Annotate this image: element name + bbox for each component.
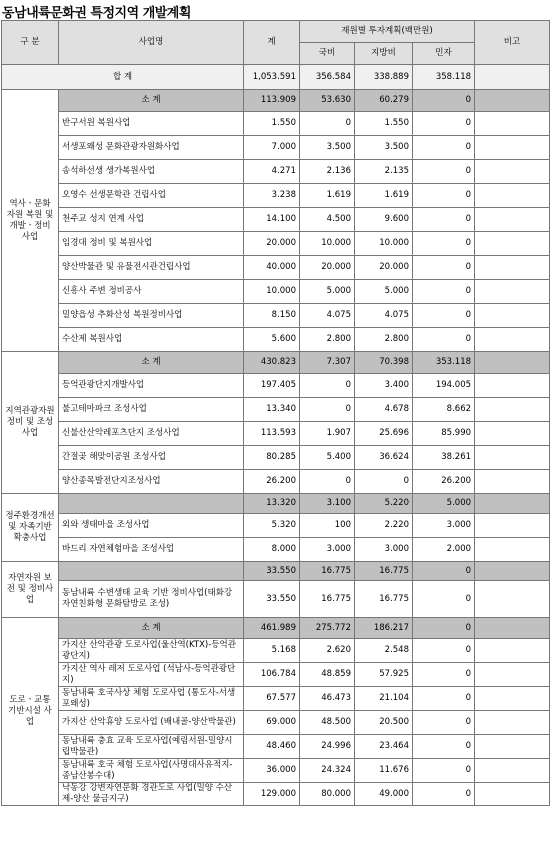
row-private: 0 [413,256,475,280]
table-row [2,398,550,422]
subtotal-private: 0 [413,90,475,112]
project-name: 서생포왜성 문화관광자원화사업 [59,136,244,160]
row-local: 49.000 [355,783,413,806]
table-row [2,232,550,256]
row-total: 8.000 [244,538,300,562]
row-local: 2.548 [355,639,413,663]
row-local: 3.500 [355,136,413,160]
row-total: 10.000 [244,280,300,304]
row-private: 0 [413,136,475,160]
row-national: 3.500 [300,136,355,160]
row-total: 80.285 [244,446,300,470]
project-name: 등억관광단지개발사업 [59,374,244,398]
row-local: 5.000 [355,280,413,304]
row-local: 1.550 [355,112,413,136]
row-national: 24.324 [300,759,355,783]
row-local: 2.220 [355,514,413,538]
row-local: 25.696 [355,422,413,446]
subtotal-row [2,90,550,112]
row-private: 2.000 [413,538,475,562]
row-private: 0 [413,639,475,663]
row-remarks [475,446,550,470]
row-private: 85.990 [413,422,475,446]
project-name: 낙동강 강변자연문화 경관도로 사업(밀양 수산제-양산 물금지구) [59,783,244,806]
row-total: 40.000 [244,256,300,280]
page-title: 동남내륙문화권 특정지역 개발계획 [2,6,191,21]
row-total: 5.320 [244,514,300,538]
row-private: 0 [413,280,475,304]
subtotal-label [59,562,244,581]
project-name: 양산종목발전단지조성사업 [59,470,244,494]
subtotal-national: 53.630 [300,90,355,112]
row-remarks [475,711,550,735]
row-private: 3.000 [413,514,475,538]
row-total: 67.577 [244,687,300,711]
project-name: 송석하선생 생가복원사업 [59,160,244,184]
row-national: 0 [300,112,355,136]
row-national: 16.775 [300,581,355,618]
row-national: 4.075 [300,304,355,328]
subtotal-local: 70.398 [355,352,413,374]
row-total: 7.000 [244,136,300,160]
table-row [2,538,550,562]
row-local: 20.500 [355,711,413,735]
subtotal-local: 16.775 [355,562,413,581]
table-row [2,184,550,208]
row-local: 2.135 [355,160,413,184]
row-national: 1.907 [300,422,355,446]
row-national: 0 [300,374,355,398]
table-row [2,663,550,687]
header-project: 사업명 [59,21,244,65]
subtotal-row [2,352,550,374]
row-national: 3.000 [300,538,355,562]
row-private: 0 [413,184,475,208]
row-total: 48.460 [244,735,300,759]
subtotal-national: 16.775 [300,562,355,581]
header-remarks: 비고 [475,21,550,65]
row-private: 26.200 [413,470,475,494]
row-national: 5.000 [300,280,355,304]
table-row [2,280,550,304]
subtotal-total: 13.320 [244,494,300,514]
row-private: 0 [413,663,475,687]
row-private: 0 [413,232,475,256]
row-local: 4.678 [355,398,413,422]
header-total: 계 [244,21,300,65]
table-row [2,470,550,494]
header-funding-group: 재원별 투자계획(백만원) [300,21,475,43]
project-name: 천주교 성지 연계 사업 [59,208,244,232]
row-total: 1.550 [244,112,300,136]
header-national: 국비 [300,43,355,65]
header-category: 구 분 [2,21,59,65]
row-remarks [475,112,550,136]
table-row [2,639,550,663]
group-category: 정주환경개선 및 자족기반 확충사업 [2,494,59,562]
row-remarks [475,280,550,304]
row-private: 0 [413,783,475,806]
row-national: 2.620 [300,639,355,663]
project-name: 오영수 선생문학관 건립사업 [59,184,244,208]
table-row [2,208,550,232]
row-private: 0 [413,112,475,136]
subtotal-private: 5.000 [413,494,475,514]
grand-total-remarks [475,65,550,90]
subtotal-total: 430.823 [244,352,300,374]
subtotal-row [2,494,550,514]
row-remarks [475,783,550,806]
row-remarks [475,208,550,232]
project-name: 동남내륙 호국사상 체험 도로사업 (통도사-서생포왜성) [59,687,244,711]
row-total: 5.168 [244,639,300,663]
row-total: 8.150 [244,304,300,328]
subtotal-remarks [475,494,550,514]
project-name: 밀양읍성 추화산성 복원정비사업 [59,304,244,328]
row-local: 21.104 [355,687,413,711]
row-national: 0 [300,398,355,422]
subtotal-label: 소 계 [59,90,244,112]
row-remarks [475,374,550,398]
row-private: 0 [413,759,475,783]
table-row [2,136,550,160]
table-row [2,711,550,735]
project-name: 바드리 자연체험마을 조성사업 [59,538,244,562]
row-national: 0 [300,470,355,494]
grand-total-total: 1,053.591 [244,65,300,90]
subtotal-label: 소 계 [59,352,244,374]
table-row [2,422,550,446]
row-total: 106.784 [244,663,300,687]
row-local: 11.676 [355,759,413,783]
investment-plan-table [1,20,550,806]
project-name: 가지산 산악관광 도로사업(울산역(KTX)-등억관광단지) [59,639,244,663]
subtotal-remarks [475,562,550,581]
project-name: 수산제 복원사업 [59,328,244,352]
row-local: 23.464 [355,735,413,759]
row-national: 1.619 [300,184,355,208]
table-row [2,735,550,759]
row-local: 3.400 [355,374,413,398]
row-remarks [475,136,550,160]
table-row [2,783,550,806]
table-row [2,256,550,280]
row-total: 129.000 [244,783,300,806]
project-name: 불고테마파크 조성사업 [59,398,244,422]
row-private: 0 [413,304,475,328]
row-remarks [475,538,550,562]
project-name: 신흥사 주변 정비공사 [59,280,244,304]
subtotal-total: 113.909 [244,90,300,112]
subtotal-remarks [475,618,550,639]
table-row [2,687,550,711]
subtotal-private: 0 [413,618,475,639]
table-row [2,160,550,184]
row-national: 48.859 [300,663,355,687]
project-name: 반구서원 복원사업 [59,112,244,136]
table-row [2,514,550,538]
row-remarks [475,759,550,783]
group-category: 도로ㆍ교통 기반시설 사 업 [2,618,59,806]
row-local: 2.800 [355,328,413,352]
project-name: 동남내륙 호국 체험 도로사업(사명대사유적지-종남산봉수대) [59,759,244,783]
row-remarks [475,581,550,618]
row-private: 38.261 [413,446,475,470]
row-remarks [475,687,550,711]
row-private: 0 [413,711,475,735]
row-private: 0 [413,328,475,352]
group-category: 자연자원 보 전 및 정비사 업 [2,562,59,618]
row-remarks [475,232,550,256]
row-national: 4.500 [300,208,355,232]
project-name: 동남내륙 충효 교육 도로사업(예림서원-밀양시립박물관) [59,735,244,759]
project-name: 동남내륙 수변생태 교육 기반 정비사업(태화강 자연친화형 문화탐방로 조성) [59,581,244,618]
grand-total-row [2,65,550,90]
row-national: 5.400 [300,446,355,470]
group-category: 역사ㆍ문화 자원 복원 및 개발ㆍ정비 사업 [2,90,59,352]
row-total: 69.000 [244,711,300,735]
row-national: 24.996 [300,735,355,759]
grand-total-national: 356.584 [300,65,355,90]
row-remarks [475,160,550,184]
grand-total-private: 358.118 [413,65,475,90]
row-local: 3.000 [355,538,413,562]
subtotal-local: 186.217 [355,618,413,639]
row-national: 80.000 [300,783,355,806]
row-remarks [475,328,550,352]
row-total: 26.200 [244,470,300,494]
table-row [2,581,550,618]
row-total: 113.593 [244,422,300,446]
row-private: 0 [413,208,475,232]
row-local: 16.775 [355,581,413,618]
table-row [2,112,550,136]
project-name: 가지산 산악휴양 도로사업 (배내골-양산박물관) [59,711,244,735]
row-national: 48.500 [300,711,355,735]
row-remarks [475,422,550,446]
table-row [2,759,550,783]
project-name: 양산박물관 및 유물전시관건립사업 [59,256,244,280]
subtotal-national: 7.307 [300,352,355,374]
row-local: 1.619 [355,184,413,208]
row-total: 20.000 [244,232,300,256]
row-national: 2.136 [300,160,355,184]
subtotal-local: 5.220 [355,494,413,514]
row-private: 0 [413,581,475,618]
row-local: 0 [355,470,413,494]
subtotal-remarks [475,90,550,112]
subtotal-row [2,562,550,581]
table-row [2,304,550,328]
grand-total-local: 338.889 [355,65,413,90]
row-national: 20.000 [300,256,355,280]
subtotal-total: 33.550 [244,562,300,581]
group-category: 지역관광자원 정비 및 조성 사업 [2,352,59,494]
subtotal-total: 461.989 [244,618,300,639]
row-total: 14.100 [244,208,300,232]
row-remarks [475,735,550,759]
subtotal-remarks [475,352,550,374]
subtotal-private: 0 [413,562,475,581]
subtotal-row [2,618,550,639]
subtotal-label [59,494,244,514]
row-remarks [475,639,550,663]
row-total: 4.271 [244,160,300,184]
project-name: 가지산 역사 레저 도로사업 (석남사-등억관광단지) [59,663,244,687]
row-local: 57.925 [355,663,413,687]
table-row [2,446,550,470]
row-total: 197.405 [244,374,300,398]
subtotal-local: 60.279 [355,90,413,112]
subtotal-national: 275.772 [300,618,355,639]
row-national: 46.473 [300,687,355,711]
project-name: 외와 생태마을 조성사업 [59,514,244,538]
row-total: 33.550 [244,581,300,618]
row-total: 36.000 [244,759,300,783]
project-name: 간절곶 해맞이공원 조성사업 [59,446,244,470]
subtotal-private: 353.118 [413,352,475,374]
row-remarks [475,184,550,208]
row-local: 9.600 [355,208,413,232]
row-private: 194.005 [413,374,475,398]
row-remarks [475,256,550,280]
row-remarks [475,304,550,328]
row-remarks [475,514,550,538]
project-name: 임경대 정비 및 복원사업 [59,232,244,256]
row-local: 10.000 [355,232,413,256]
table-row [2,328,550,352]
grand-total-label: 합 계 [2,65,244,90]
subtotal-label: 소 계 [59,618,244,639]
subtotal-national: 3.100 [300,494,355,514]
row-remarks [475,470,550,494]
row-private: 8.662 [413,398,475,422]
header-local: 지방비 [355,43,413,65]
header-private: 민자 [413,43,475,65]
row-private: 0 [413,687,475,711]
table-row [2,374,550,398]
row-national: 100 [300,514,355,538]
row-private: 0 [413,735,475,759]
row-remarks [475,663,550,687]
row-national: 2.800 [300,328,355,352]
row-local: 4.075 [355,304,413,328]
row-remarks [475,398,550,422]
row-local: 20.000 [355,256,413,280]
project-name: 신불산산악레포츠단지 조성사업 [59,422,244,446]
row-total: 13.340 [244,398,300,422]
row-total: 3.238 [244,184,300,208]
row-total: 5.600 [244,328,300,352]
row-local: 36.624 [355,446,413,470]
row-national: 10.000 [300,232,355,256]
row-private: 0 [413,160,475,184]
